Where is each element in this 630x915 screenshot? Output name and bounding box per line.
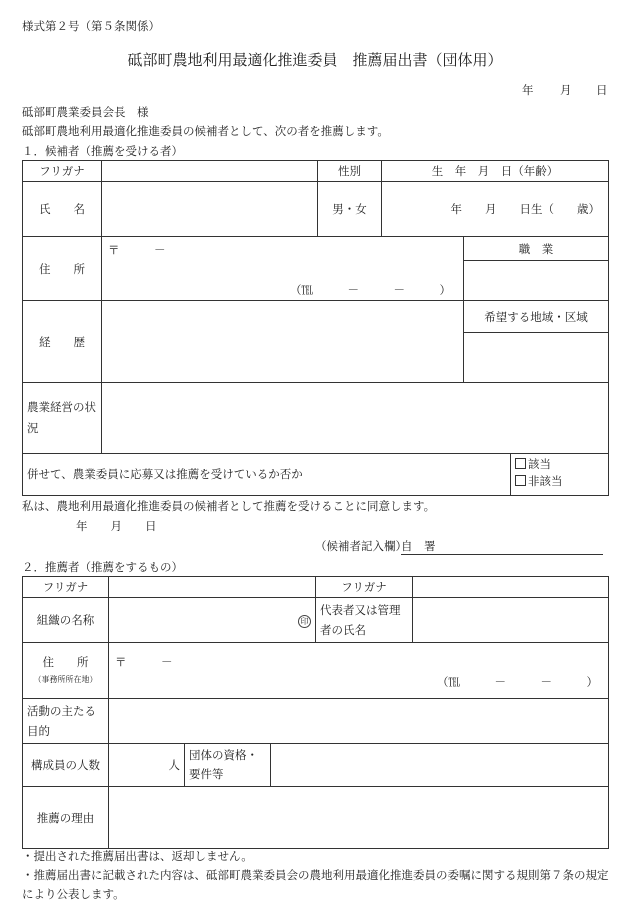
members-field[interactable]	[109, 744, 185, 787]
name-field[interactable]	[102, 182, 318, 237]
org-name-field[interactable]	[109, 598, 316, 643]
seal-icon: 印	[298, 615, 311, 628]
farming-label: 農業経営の状況	[23, 383, 102, 454]
sex-value[interactable]: 男・女	[318, 182, 382, 237]
rep-name-field[interactable]	[413, 598, 609, 643]
job-label: 職 業	[464, 237, 609, 261]
divider	[510, 454, 511, 495]
signature-line[interactable]	[401, 538, 603, 555]
option-yes[interactable]: 該当	[515, 456, 563, 473]
area-label: 希望する地域・区域	[464, 301, 609, 333]
org-address-tel: （℡ － － ）	[437, 675, 598, 689]
reason-label: 推薦の理由	[23, 787, 109, 849]
candidate-furigana-label: フリガナ	[23, 161, 102, 182]
address-label: 住 所	[23, 237, 102, 301]
org-address-label: 住 所 （事務所所在地）	[23, 643, 109, 699]
candidate-note: （候補者記入欄）	[315, 539, 407, 553]
org-address-sub: （事務所所在地）	[33, 674, 98, 684]
consent-text: 私は、農地利用最適化推進委員の候補者として推薦を受けることに同意します。	[22, 499, 436, 513]
area-field[interactable]	[464, 333, 609, 383]
org-name-label: 組織の名称	[23, 598, 109, 643]
note-2: ・推薦届出書に記載された内容は、砥部町農業委員会の農地利用最適化推進委員の委嘱に関する規則第７条の規定により公表します。	[22, 868, 609, 901]
qualification-label: 団体の資格・要件等	[185, 744, 271, 787]
addressee: 砥部町農業委員会長 様	[22, 105, 149, 119]
form-number: 様式第２号（第５条関係）	[22, 19, 160, 33]
org-furigana-label: フリガナ	[23, 577, 109, 598]
name-label: 氏 名	[23, 182, 102, 237]
members-label: 構成員の人数	[23, 744, 109, 787]
candidate-furigana-field[interactable]	[102, 161, 318, 182]
history-field[interactable]	[102, 301, 464, 383]
recommender-table	[22, 576, 609, 849]
consent-date: 年 月 日	[76, 519, 157, 533]
concurrent-question: 併せて、農業委員に応募又は推薦を受けているか否か	[27, 467, 303, 481]
date-day: 日	[596, 83, 608, 97]
qualification-field[interactable]	[271, 744, 609, 787]
address-postal: 〒 －	[108, 242, 166, 257]
note-1: ・提出された推薦届出書は、返却しません。	[22, 849, 253, 863]
history-label: 経 歴	[23, 301, 102, 383]
checkbox-icon	[515, 458, 526, 469]
sex-label: 性別	[318, 161, 382, 182]
candidate-table	[22, 160, 609, 496]
rep-furigana-label: フリガナ	[316, 577, 413, 598]
rep-name-label: 代表者又は管理者の氏名	[316, 598, 413, 643]
birth-value[interactable]: 年 月 日生（ 歳）	[382, 182, 609, 237]
date-year: 年	[522, 83, 534, 97]
address-field[interactable]	[102, 237, 464, 301]
birth-header: 生 年 月 日（年齢）	[382, 161, 609, 182]
members-unit: 人	[168, 758, 180, 772]
rep-furigana-field[interactable]	[413, 577, 609, 598]
purpose-label: 活動の主たる目的	[23, 699, 109, 744]
address-tel: （℡ － － ）	[290, 282, 451, 297]
purpose-field[interactable]	[109, 699, 609, 744]
checkbox-icon	[515, 475, 526, 486]
option-no[interactable]: 非該当	[515, 473, 563, 490]
intro-text: 砥部町農地利用最適化推進委員の候補者として、次の者を推薦します。	[22, 124, 389, 138]
signature-label: 自 署	[401, 539, 436, 553]
reason-field[interactable]	[109, 787, 609, 849]
page-title: 砥部町農地利用最適化推進委員 推薦届出書（団体用）	[127, 51, 503, 69]
date-month: 月	[560, 83, 572, 97]
org-address-field[interactable]	[109, 643, 609, 699]
org-address-postal: 〒 －	[115, 655, 173, 669]
farming-field[interactable]	[102, 383, 609, 454]
job-field[interactable]	[464, 261, 609, 301]
org-furigana-field[interactable]	[109, 577, 316, 598]
section2-heading: ２．推薦者（推薦をするもの）	[22, 560, 183, 574]
section1-heading: １．候補者（推薦を受ける者）	[22, 144, 183, 158]
